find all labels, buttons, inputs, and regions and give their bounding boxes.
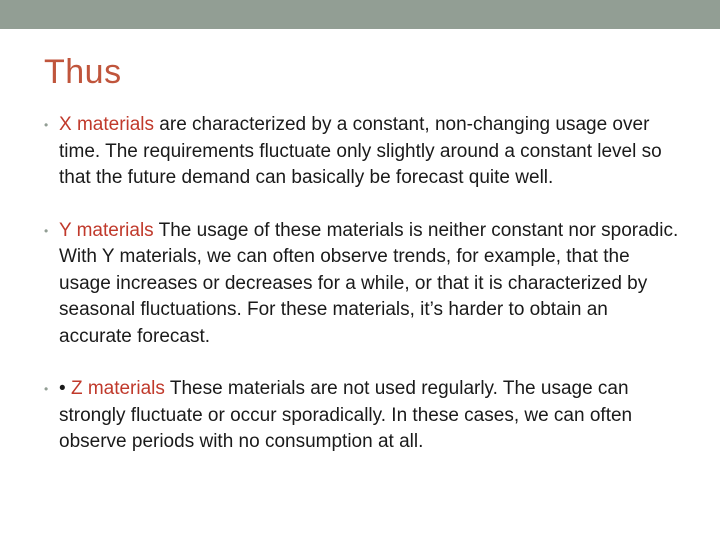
bullet-item-x-materials — [44, 112, 684, 192]
bullet-item-z-materials — [44, 376, 684, 456]
bullet-text: The usage of these materials is neither constant nor sporadic. With Y materials, we can often observe trends, for example, that the usage increases or decreases for a while, or that it is characterized by seasonal fluctuations. For these materials, it’s harder to obtain an accurate forecast. — [59, 219, 679, 347]
bullet-prefix: • — [59, 378, 71, 399]
slide-title: Thus — [44, 53, 122, 91]
bullet-text: These materials are not used regularly. The usage can strongly fluctuate or occur sporadically. In these cases, we can often observe periods with no consumption at all. — [59, 378, 633, 452]
bullet-list — [44, 112, 684, 482]
bullet-text: are characterized by a constant, non-changing usage over time. The requirements fluctuate only slightly around a constant level so that the future demand can basically be forecast quite well. — [59, 114, 662, 188]
bullet-icon: • — [44, 118, 49, 132]
bullet-item-y-materials — [44, 218, 684, 351]
bullet-term: X materials — [59, 114, 155, 135]
bullet-icon: • — [44, 382, 49, 396]
bullet-term: Z materials — [70, 378, 165, 399]
header-bar — [0, 0, 720, 29]
bullet-icon: • — [44, 223, 49, 238]
bullet-term: Y materials — [59, 219, 154, 241]
